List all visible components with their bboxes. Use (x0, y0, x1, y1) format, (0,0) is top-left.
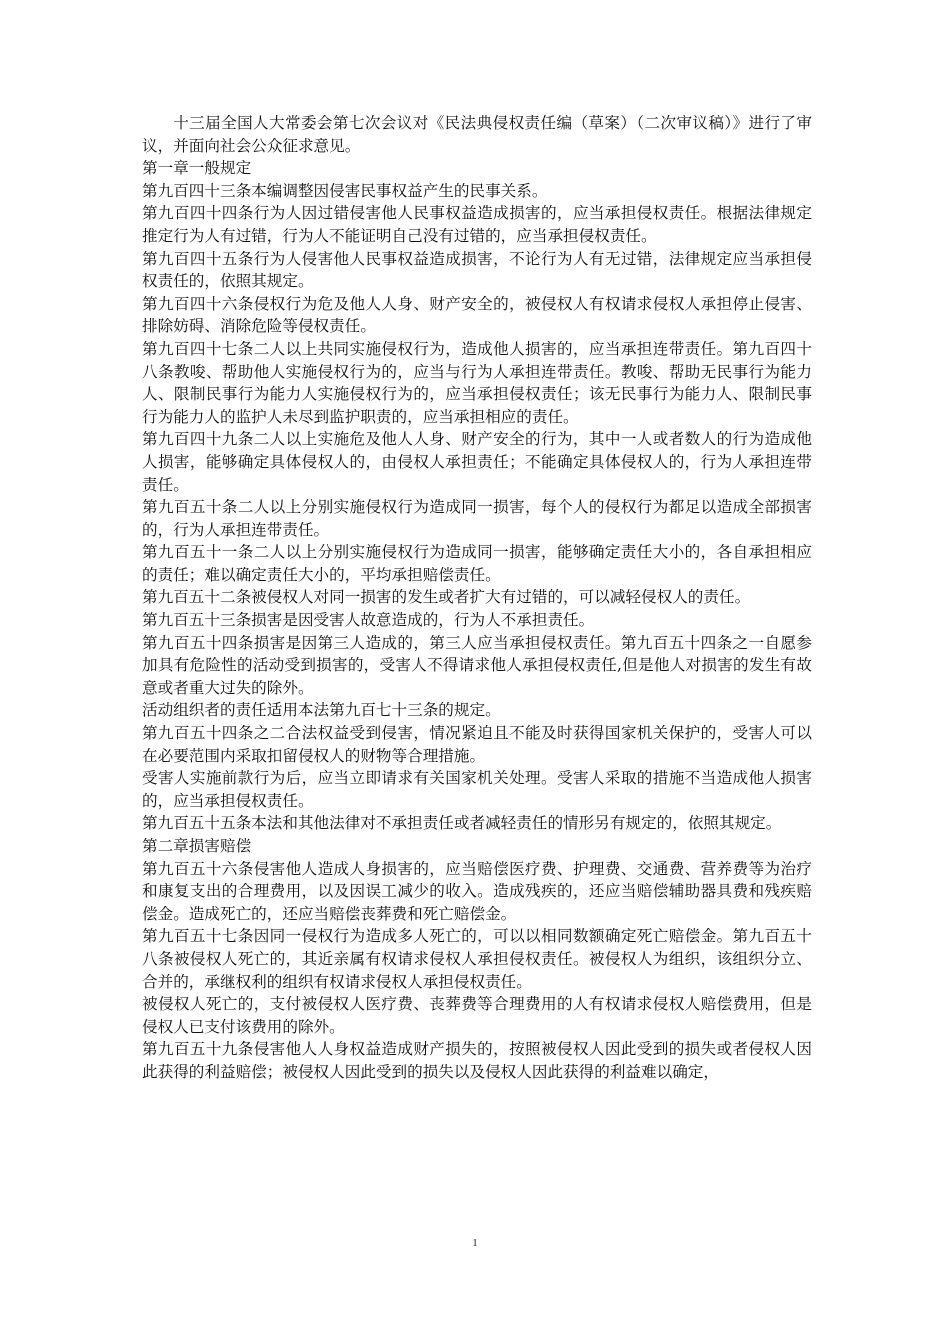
article-paragraph: 第九百五十九条侵害他人人身权益造成财产损失的，按照被侵权人因此受到的损失或者侵权人因此获得的利益赔偿；被侵权人因此受到的损失以及侵权人因此获得的利益难以确定， (142, 1040, 812, 1081)
article-paragraph: 第九百五十六条侵害他人造成人身损害的，应当赔偿医疗费、护理费、交通费、营养费等为治疗和康复支出的合理费用，以及因误工减少的收入。造成残疾的，还应当赔偿辅助器具费和残疾赔偿金。造成死亡的，还应当赔偿丧葬费和死亡赔偿金。 (142, 859, 812, 923)
article-paragraph: 第九百五十五条本法和其他法律对不承担责任或者减轻责任的情形另有规定的，依照其规定。 (142, 814, 782, 833)
page-number: 1 (472, 1237, 478, 1249)
article-paragraph: 第九百五十四条损害是因第三人造成的，第三人应当承担侵权责任。第九百五十四条之一自愿参加具有危险性的活动受到损害的，受害人不得请求他人承担侵权责任,但是他人对损害的发生有故意或者重大过失的除外。 (142, 633, 812, 697)
article-paragraph: 第九百四十三条本编调整因侵害民事权益产生的民事关系。 (142, 181, 548, 200)
chapter-heading: 第二章损害赔偿 (142, 837, 252, 855)
article-paragraph: 第九百五十四条之二合法权益受到侵害，情况紧迫且不能及时获得国家机关保护的，受害人可以在必要范围内采取扣留侵权人的财物等合理措施。 (142, 724, 812, 765)
article-paragraph: 第九百五十七条因同一侵权行为造成多人死亡的，可以以相同数额确定死亡赔偿金。第九百五十八条被侵权人死亡的，其近亲属有权请求侵权人承担侵权责任。被侵权人为组织，该组织分立、合并的，承继权利的组织有权请求侵权人承担侵权责任。 (142, 927, 812, 991)
article-paragraph: 第九百四十五条行为人侵害他人民事权益造成损害，不论行为人有无过错，法律规定应当承担侵权责任的，依照其规定。 (142, 249, 812, 291)
article-paragraph: 第九百五十一条二人以上分别实施侵权行为造成同一损害，能够确定责任大小的，各自承担相应的责任；难以确定责任大小的，平均承担赔偿责任。 (142, 543, 812, 584)
article-paragraph: 第九百五十三条损害是因受害人故意造成的，行为人不承担责任。 (142, 611, 595, 630)
document-body (142, 112, 812, 1084)
article-paragraph: 第九百四十六条侵权行为危及他人人身、财产安全的，被侵权人有权请求侵权人承担停止侵害、排除妨碍、消除危险等侵权责任。 (142, 294, 812, 336)
article-paragraph: 被侵权人死亡的，支付被侵权人医疗费、丧葬费等合理费用的人有权请求侵权人赔偿费用，但是侵权人已支付该费用的除外。 (142, 995, 812, 1036)
article-paragraph: 活动组织者的责任适用本法第九百七十三条的规定。 (142, 701, 501, 720)
intro-paragraph: 十三届全国人大常委会第七次会议对《民法典侵权责任编（草案）（二次审议稿）》进行了审议，并面向社会公众征求意见。 (142, 114, 812, 155)
article-paragraph: 第九百五十条二人以上分别实施侵权行为造成同一损害，每个人的侵权行为都足以造成全部损害的，行为人承担连带责任。 (142, 498, 812, 539)
chapter-heading: 第一章一般规定 (142, 159, 252, 178)
article-paragraph: 第九百五十二条被侵权人对同一损害的发生或者扩大有过错的，可以减轻侵权人的责任。 (142, 588, 751, 607)
article-paragraph: 第九百四十四条行为人因过错侵害他人民事权益造成损害的，应当承担侵权责任。根据法律规定推定行为人有过错，行为人不能证明自己没有过错的，应当承担侵权责任。 (142, 204, 812, 245)
article-paragraph: 第九百四十九条二人以上实施危及他人人身、财产安全的行为，其中一人或者数人的行为造成他人损害，能够确定具体侵权人的，由侵权人承担责任；不能确定具体侵权人的，行为人承担连带责任。 (142, 430, 812, 494)
article-paragraph: 受害人实施前款行为后，应当立即请求有关国家机关处理。受害人采取的措施不当造成他人损害的，应当承担侵权责任。 (142, 769, 812, 810)
article-paragraph: 第九百四十七条二人以上共同实施侵权行为，造成他人损害的，应当承担连带责任。第九百四十八条教唆、帮助他人实施侵权行为的，应当与行为人承担连带责任。教唆、帮助无民事行为能力人、限制民事行为能力人实施侵权行为的，应当承担侵权责任；该无民事行为能力人、限制民事行为能力人的监护人未尽到监护职责的，应当承担相应的责任。 (142, 339, 812, 426)
